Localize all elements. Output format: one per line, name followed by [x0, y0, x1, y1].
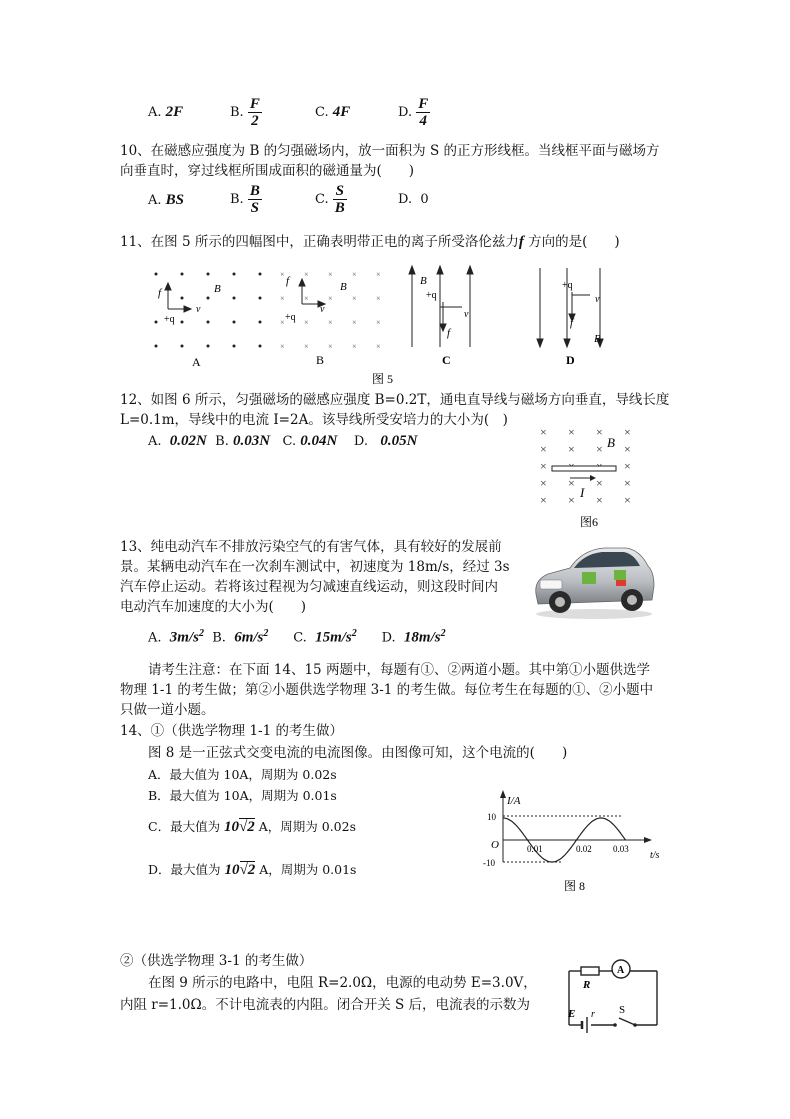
- fig5-panel-a: [155, 273, 262, 348]
- fig5-label-c: C: [442, 353, 451, 367]
- q10-option-d: D. 0: [398, 192, 429, 207]
- fig5a-q-label: +q: [164, 314, 175, 325]
- fig5a-B-label: B: [214, 283, 221, 295]
- field-cross: ×: [328, 270, 333, 279]
- fig8-caption: 图 8: [564, 879, 586, 893]
- q13-stem-line4: 电动汽车加速度的大小为( ): [120, 599, 307, 615]
- field-cross: ×: [624, 442, 631, 456]
- fig5c-f-label: f: [447, 327, 451, 339]
- field-cross: ×: [624, 493, 631, 507]
- field-cross: ×: [596, 425, 603, 439]
- fig5-panel-b: [280, 270, 381, 351]
- field-dot: [181, 321, 184, 324]
- field-cross: ×: [568, 425, 575, 439]
- field-cross: ×: [568, 442, 575, 456]
- field-dot: [155, 273, 158, 276]
- field-cross: ×: [280, 294, 285, 303]
- field-cross: ×: [304, 270, 309, 279]
- field-cross: ×: [280, 318, 285, 327]
- field-cross: ×: [328, 318, 333, 327]
- field-cross: ×: [624, 425, 631, 439]
- fig5d-v-label: v: [595, 294, 600, 305]
- q13-stem-line2: 景。某辆电动汽车在一次刹车测试中，初速度为 18m/s，经过 3s: [120, 559, 510, 575]
- fig5-label-a: A: [192, 355, 201, 369]
- field-cross: ×: [352, 318, 357, 327]
- figure-5: [140, 262, 640, 392]
- field-dot: [181, 297, 184, 300]
- field-dot: [207, 297, 210, 300]
- field-cross: ×: [596, 493, 603, 507]
- field-cross: ×: [352, 270, 357, 279]
- fig5-panel-c: [409, 266, 473, 347]
- field-cross: ×: [596, 442, 603, 456]
- field-dot: [259, 321, 262, 324]
- q9-option-c: C. 4F: [315, 104, 351, 120]
- q14-option-a: A．最大值为 10A，周期为 0.02s: [148, 767, 337, 782]
- field-cross: ×: [624, 476, 631, 490]
- fig5b-q-label: +q: [285, 312, 296, 323]
- q12-stem-line2: L=0.1m，导线中的电流 I=2A。该导线所受安培力的大小为( ): [120, 412, 508, 428]
- q10-stem-line2: 向垂直时，穿过线框所围成面积的磁通量为( ): [120, 163, 415, 179]
- q12-options: A. 0.02N B. 0.03N C. 0.04N D. 0.05N: [148, 433, 418, 449]
- fig5d-B-label: B: [594, 333, 601, 345]
- q14b-stem-line1: 在图 9 所示的电路中，电阻 R=2.0Ω，电源的电动势 E=3.0V，: [148, 975, 537, 991]
- notice-line1: 请考生注意：在下面 14、15 两题中，每题有①、②两道小题。其中第①小题供选学: [148, 662, 650, 678]
- fig6-caption: 图6: [580, 515, 599, 529]
- field-dot: [233, 321, 236, 324]
- q14-header: 14、①（供选学物理 1-1 的考生做）: [120, 723, 344, 739]
- field-cross: ×: [540, 425, 547, 439]
- q11-stem: 11、在图 5 所示的四幅图中，正确表明带正电的离子所受洛伦兹力f 方向的是( ): [120, 234, 620, 250]
- field-cross: ×: [376, 342, 381, 351]
- field-dot: [207, 273, 210, 276]
- fig5-label-d: D: [566, 353, 575, 367]
- fig9-r-label: r: [591, 1009, 595, 1020]
- fig8-ymin: -10: [483, 858, 495, 868]
- field-cross: ×: [352, 342, 357, 351]
- fig8-x1: 0.01: [527, 844, 543, 854]
- q10-stem-line1: 10、在磁感应强度为 B 的匀强磁场内，放一面积为 S 的正方形线框。当线框平面与磁场方: [120, 143, 660, 159]
- field-dot: [181, 273, 184, 276]
- q14b-header: ②（供选学物理 3-1 的考生做）: [120, 953, 313, 969]
- fig5d-f-label: f: [570, 317, 574, 329]
- q14-option-c: C．最大值为 10√2 A，周期为 0.02s: [148, 819, 357, 835]
- field-cross: ×: [304, 294, 309, 303]
- field-dot: [233, 297, 236, 300]
- field-cross: ×: [568, 476, 575, 490]
- fig8-xlabel: t/s: [650, 850, 660, 861]
- field-cross: ×: [624, 459, 631, 473]
- fig5c-B-label: B: [420, 275, 427, 287]
- field-dot: [181, 345, 184, 348]
- field-dot: [233, 273, 236, 276]
- q13-stem-line3: 汽车停止运动。若将该过程视为匀减速直线运动，则这段时间内: [120, 579, 498, 595]
- fig5b-v-label: v: [320, 304, 325, 315]
- field-cross: ×: [280, 342, 285, 351]
- fig5c-q-label: +q: [426, 290, 437, 301]
- fig8-ylabel: I/A: [507, 795, 521, 807]
- fig5-label-b: B: [316, 353, 325, 367]
- notice-line2: 物理 1-1 的考生做；第②小题供选学物理 3-1 的考生做。每位考生在每题的①、②小题中: [120, 682, 654, 698]
- figure-6: [530, 420, 650, 532]
- field-cross: ×: [280, 270, 285, 279]
- field-cross: ×: [304, 342, 309, 351]
- field-cross: ×: [596, 476, 603, 490]
- field-cross: ×: [568, 493, 575, 507]
- q10-option-c: C. $\frac{S}{B}$: [315, 183, 345, 216]
- fig8-ymax: 10: [487, 812, 496, 822]
- q14b-stem-line2: 内阻 r=1.0Ω。不计电流表的内阻。闭合开关 S 后，电流表的示数为: [120, 997, 531, 1013]
- field-dot: [207, 345, 210, 348]
- q9-option-d: D. $\frac{F}{4}$: [398, 96, 429, 129]
- field-cross: ×: [540, 459, 547, 473]
- field-cross: ×: [376, 270, 381, 279]
- q10-option-b: B. $\frac{B}{S}$: [230, 183, 260, 216]
- q14-option-b: B．最大值为 10A，周期为 0.01s: [148, 788, 337, 803]
- fig5a-v-label: v: [196, 304, 201, 315]
- electric-car-image: [530, 528, 656, 624]
- fig8-origin: O: [491, 839, 499, 851]
- field-dot: [207, 321, 210, 324]
- notice-line3: 只做一道小题。: [120, 702, 215, 718]
- field-cross: ×: [540, 493, 547, 507]
- fig8-x2: 0.02: [576, 844, 592, 854]
- field-dot: [233, 345, 236, 348]
- fig5b-B-label: B: [340, 281, 347, 293]
- q9-option-a: A. 2F: [148, 104, 184, 120]
- q13-options: A. $3m/s^2$ B. $6m/s^2$ C. $15m/s^2$ D. $18m/s^2$: [148, 628, 446, 646]
- fig5a-f-label: f: [158, 287, 162, 299]
- fig5c-v-label: v: [464, 309, 469, 320]
- field-cross: ×: [376, 294, 381, 303]
- fig9-E-label: E: [568, 1008, 576, 1020]
- q14-stem: 图 8 是一正弦式交变电流的电流图像。由图像可知，这个电流的( ): [148, 745, 568, 761]
- fig9-S-label: S: [619, 1004, 626, 1016]
- q13-stem-line1: 13、纯电动汽车不排放污染空气的有害气体，具有较好的发展前: [120, 539, 502, 555]
- q9-option-b: B. $\frac{F}{2}$: [230, 96, 260, 129]
- figure-8: [478, 786, 668, 896]
- fig8-x3: 0.03: [613, 844, 629, 854]
- field-cross: ×: [352, 294, 357, 303]
- field-dot: [259, 297, 262, 300]
- q14-option-d: D．最大值为 10√2 A，周期为 0.01s: [148, 862, 357, 878]
- fig5d-q-label: +q: [562, 280, 573, 291]
- fig6-B-label: B: [607, 435, 615, 450]
- field-cross: ×: [540, 476, 547, 490]
- figure-9-circuit: [555, 955, 665, 1035]
- field-cross: ×: [304, 318, 309, 327]
- field-cross: ×: [328, 294, 333, 303]
- field-cross: ×: [328, 342, 333, 351]
- field-dot: [259, 345, 262, 348]
- field-dot: [155, 321, 158, 324]
- field-cross: ×: [540, 442, 547, 456]
- q12-stem-line1: 12、如图 6 所示，匀强磁场的磁感应强度 B=0.2T，通电直导线与磁场方向垂直，导线长度: [120, 392, 670, 408]
- fig9-R-label: R: [583, 979, 591, 991]
- fig6-I-label: I: [580, 485, 585, 500]
- field-dot: [259, 273, 262, 276]
- q10-option-a: A. BS: [148, 192, 185, 208]
- fig5-caption: 图 5: [372, 372, 394, 386]
- fig9-ammeter-label: A: [617, 965, 625, 976]
- field-cross: ×: [376, 318, 381, 327]
- fig5b-f-label: f: [286, 275, 290, 287]
- field-dot: [155, 345, 158, 348]
